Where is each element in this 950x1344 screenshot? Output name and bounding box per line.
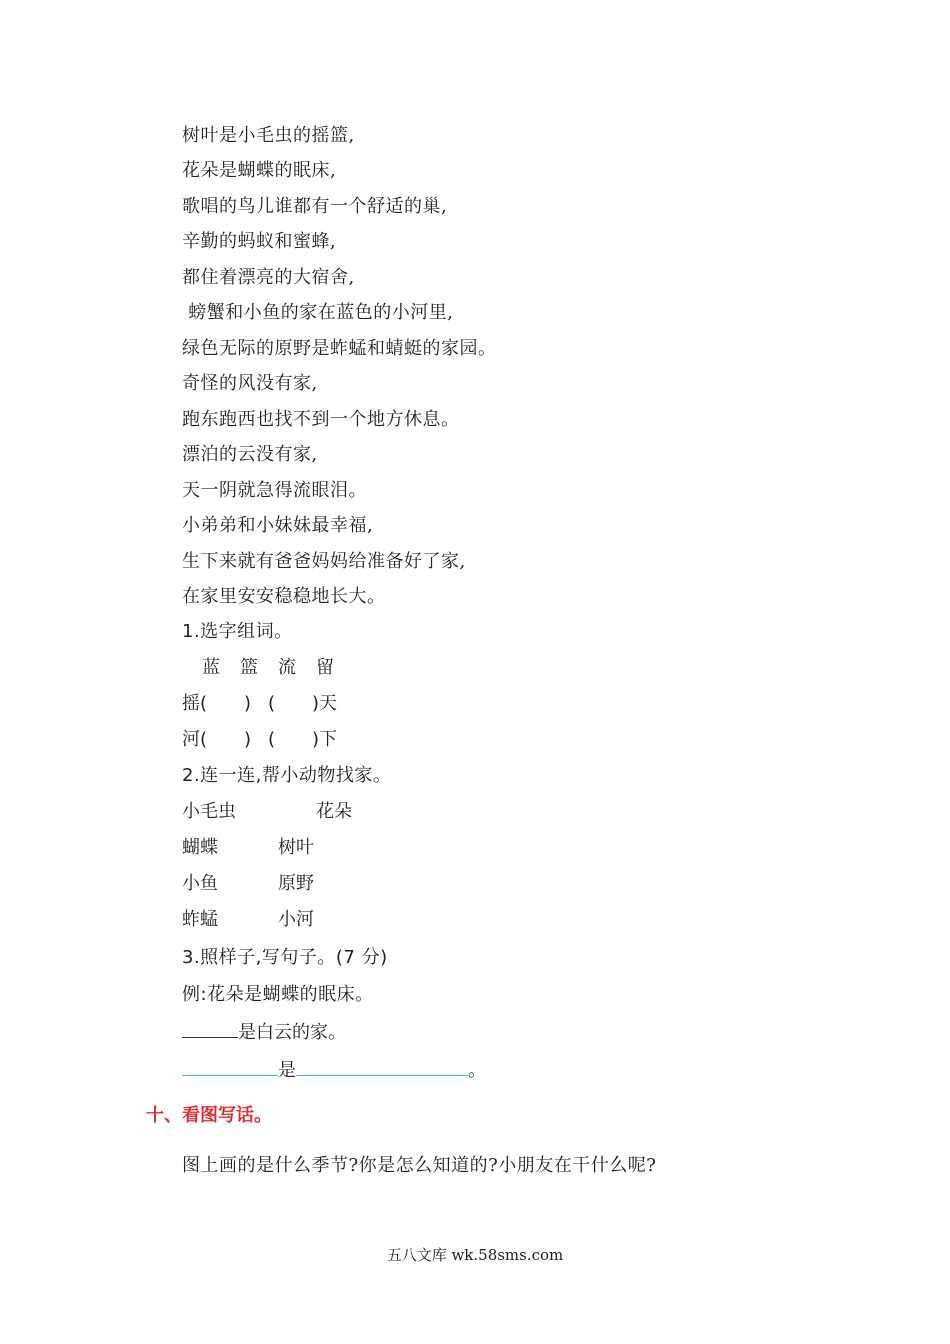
q1-row-lead: 摇( bbox=[182, 693, 208, 714]
poem-line: 绿色无际的原野是蚱蜢和蜻蜓的家园。 bbox=[182, 338, 497, 359]
q1-row-open: ( bbox=[268, 729, 276, 750]
q1-row-close: ) bbox=[244, 729, 252, 750]
choice-char: 蓝 bbox=[202, 657, 220, 678]
q1-row-close: ) bbox=[244, 693, 252, 714]
match-left: 蚱蜢 bbox=[182, 909, 218, 930]
match-row bbox=[182, 836, 482, 860]
section-10-prompt: 图上画的是什么季节?你是怎么知道的?小朋友在干什么呢? bbox=[182, 1155, 657, 1176]
q3-line-2-middle: 是 bbox=[278, 1060, 296, 1081]
question-1-title: 1.选字组词。 bbox=[182, 621, 293, 642]
answer-blank[interactable] bbox=[296, 1057, 468, 1076]
match-row bbox=[182, 872, 482, 896]
poem-line: 天一阴就急得流眼泪。 bbox=[182, 480, 367, 501]
match-right: 小河 bbox=[278, 909, 314, 930]
match-left: 小毛虫 bbox=[182, 801, 236, 822]
poem-line: 在家里安安稳稳地长大。 bbox=[182, 586, 386, 607]
question-2-title: 2.连一连,帮小动物找家。 bbox=[182, 765, 392, 786]
q1-row-lead: 河( bbox=[182, 729, 208, 750]
poem-line: 螃蟹和小鱼的家在蓝色的小河里, bbox=[182, 302, 454, 323]
choice-char: 留 bbox=[316, 657, 334, 678]
section-10-title: 十、看图写话。 bbox=[146, 1105, 272, 1126]
q1-row bbox=[182, 728, 482, 752]
q1-choices bbox=[182, 656, 482, 680]
q3-line-1-text: 是白云的家。 bbox=[238, 1022, 346, 1043]
answer-blank[interactable] bbox=[182, 1019, 238, 1038]
q1-row-open: ( bbox=[268, 693, 276, 714]
choice-char: 篮 bbox=[240, 657, 258, 678]
match-right: 花朵 bbox=[316, 801, 352, 822]
poem-line: 树叶是小毛虫的摇篮, bbox=[182, 125, 355, 146]
q1-row bbox=[182, 692, 482, 716]
q3-example: 例:花朵是蝴蝶的眠床。 bbox=[182, 984, 374, 1005]
poem-line: 辛勤的蚂蚁和蜜蜂, bbox=[182, 231, 337, 252]
page-footer: 五八文库 wk.58sms.com bbox=[386, 1246, 564, 1264]
match-right: 树叶 bbox=[278, 837, 314, 858]
match-row bbox=[182, 908, 482, 932]
poem-line: 歌唱的鸟儿谁都有一个舒适的巢, bbox=[182, 196, 448, 217]
poem-line: 奇怪的风没有家, bbox=[182, 373, 318, 394]
match-left: 蝴蝶 bbox=[182, 837, 218, 858]
choice-char: 流 bbox=[278, 657, 296, 678]
match-row bbox=[182, 800, 482, 824]
poem-line: 生下来就有爸爸妈妈给准备好了家, bbox=[182, 551, 466, 572]
match-left: 小鱼 bbox=[182, 873, 218, 894]
q1-row-tail: )下 bbox=[312, 729, 338, 750]
q3-line-2-end: 。 bbox=[468, 1060, 486, 1081]
q1-row-tail: )天 bbox=[312, 693, 338, 714]
question-3-title: 3.照样子,写句子。(7 分) bbox=[182, 947, 388, 968]
q3-line-2 bbox=[182, 1057, 486, 1083]
poem-line: 都住着漂亮的大宿舍, bbox=[182, 267, 355, 288]
poem-line: 跑东跑西也找不到一个地方休息。 bbox=[182, 409, 460, 430]
match-right: 原野 bbox=[278, 873, 314, 894]
poem-line: 花朵是蝴蝶的眠床, bbox=[182, 160, 337, 181]
answer-blank[interactable] bbox=[182, 1057, 278, 1076]
poem-line: 漂泊的云没有家, bbox=[182, 444, 318, 465]
poem-line: 小弟弟和小妹妹最幸福, bbox=[182, 515, 374, 536]
q3-line-1 bbox=[182, 1019, 346, 1045]
